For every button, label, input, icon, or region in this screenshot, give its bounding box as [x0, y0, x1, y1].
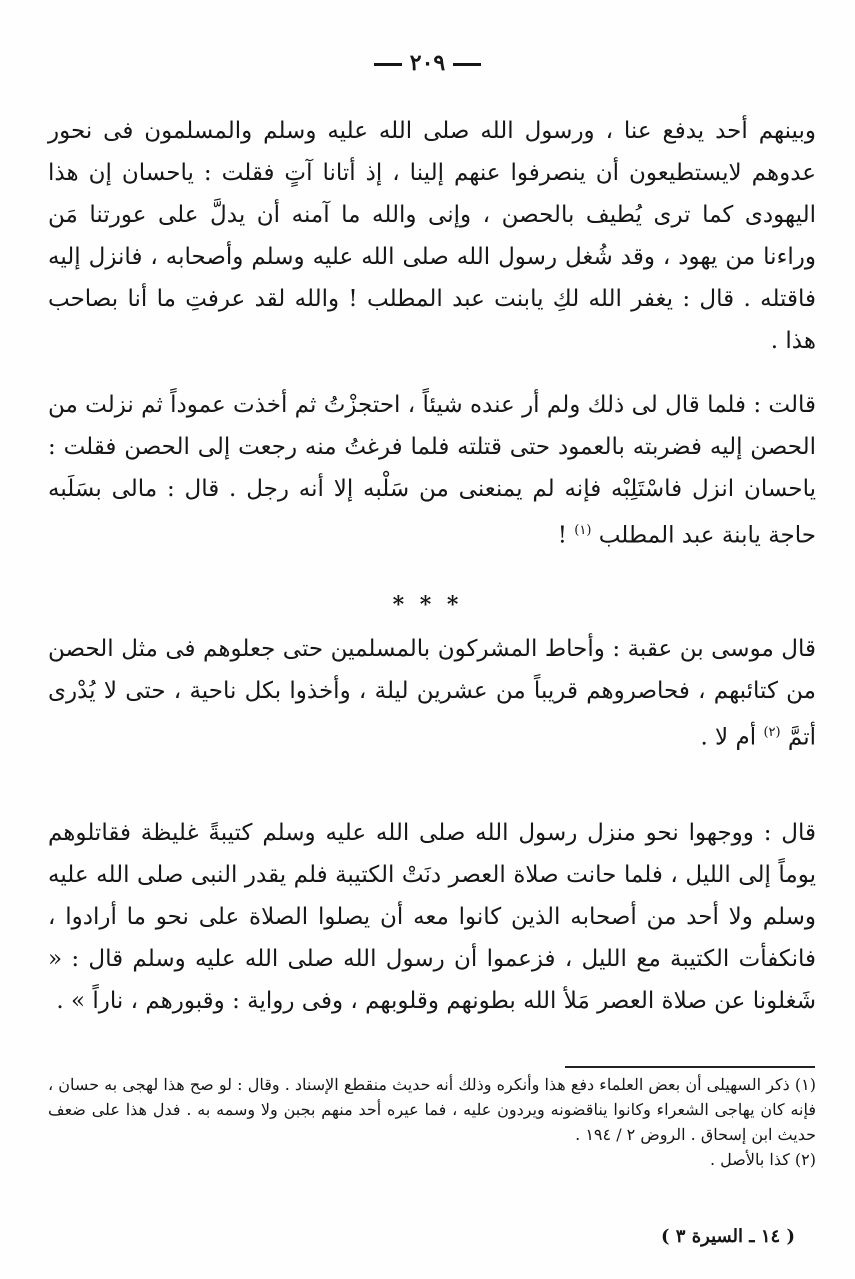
page-number-text: ٢٠٩: [409, 50, 446, 76]
paragraph-3: [48, 628, 816, 759]
footnote-2: (٢) كذا بالأصل .: [709, 1150, 816, 1169]
paragraph-2-end: !: [557, 522, 567, 549]
section-separator: * * *: [392, 592, 463, 618]
footnote-ref-1: (١): [574, 523, 592, 538]
footnotes: [48, 1072, 816, 1172]
paragraph-2-text: قالت : فلما قال لى ذلك ولم أر عنده شيئاً ، احتجزْتُ ثم أخذت عموداً ثم نزلت من الحصن إليه فضربته بالعمود حتى قتلته فلما فرغتُ منه رجعت إلى الحصن فقلت : ياحسان انزل فاسْتَلِبْه فإنه لم يمنعنى من سَلْبه إلا أنه رجل . قال : مالى بسَلَبه حاجة يابنة عبد المطلب: [48, 392, 816, 549]
paragraph-3-text: قال موسى بن عقبة : وأحاط المشركون بالمسلمين حتى جعلوهم فى مثل الحصن من كتائبهم ، فحاصروهم قريباً من عشرين ليلة ، وأخذوا بكل ناحية ، حتى لا يُدْرى أتمَّ: [48, 636, 816, 751]
footnote-ref-2: (٢): [763, 725, 781, 740]
signature-mark: ( ١٤ ـ السيرة ٣ ): [660, 1226, 795, 1247]
dash-left: [453, 63, 481, 66]
page-number: [0, 50, 855, 76]
paragraph-1: وبينهم أحد يدفع عنا ، ورسول الله صلى الله عليه وسلم والمسلمون فى نحور عدوهم لايستطيعون أن ينصرفوا عنهم إلينا ، إذ أتانا آتٍ فقلت : ياحسان إن هذا اليهودى كما ترى يُطيف بالحصن ، وإنى والله ما آمنه أن يدلَّ على عورتنا مَن وراءنا من يهود ، وقد شُغل رسول الله صلى الله عليه وسلم وأصحابه ، فانزل إليه فاقتله . قال : يغفر الله لكِ يابنت عبد المطلب ! والله لقد عرفتِ ما أنا بصاحب هذا .: [48, 118, 816, 354]
paragraph-4: قال : ووجهوا نحو منزل رسول الله صلى الله عليه وسلم كتيبةً غليظة فقاتلوهم يوماً إلى الليل ، فلما حانت صلاة العصر دنَتْ الكتيبة فلم يقدر النبى صلى الله عليه وسلم ولا أحد من أصحابه الذين كانوا معه أن يصلوا الصلاة على نحو ما أرادوا ، فانكفأت الكتيبة مع الليل ، فزعموا أن رسول الله صلى الله عليه وسلم قال : « شَغلونا عن صلاة العصر مَلأ الله بطونهم وقلوبهم ، وفى رواية : وقبورهم ، ناراً » .: [48, 820, 816, 1014]
footnote-1: (١) ذكر السهيلى أن بعض العلماء دفع هذا وأنكره وذلك أنه حديث منقطع الإسناد . وقال : لو صح هذا لهجى به حسان ، فإنه كان يهاجى الشعراء وكانوا يناقضونه ويردون عليه ، فما عيره أحد منهم بجبن ولا وسمه به . فدل هذا على ضعف حديث ابن إسحاق . الروض ٢ / ١٩٤ .: [48, 1075, 816, 1144]
paragraph-3-end: أم لا .: [700, 724, 757, 751]
dash-right: [374, 63, 402, 66]
footnote-rule: [565, 1066, 815, 1068]
paragraph-2: [48, 384, 816, 557]
